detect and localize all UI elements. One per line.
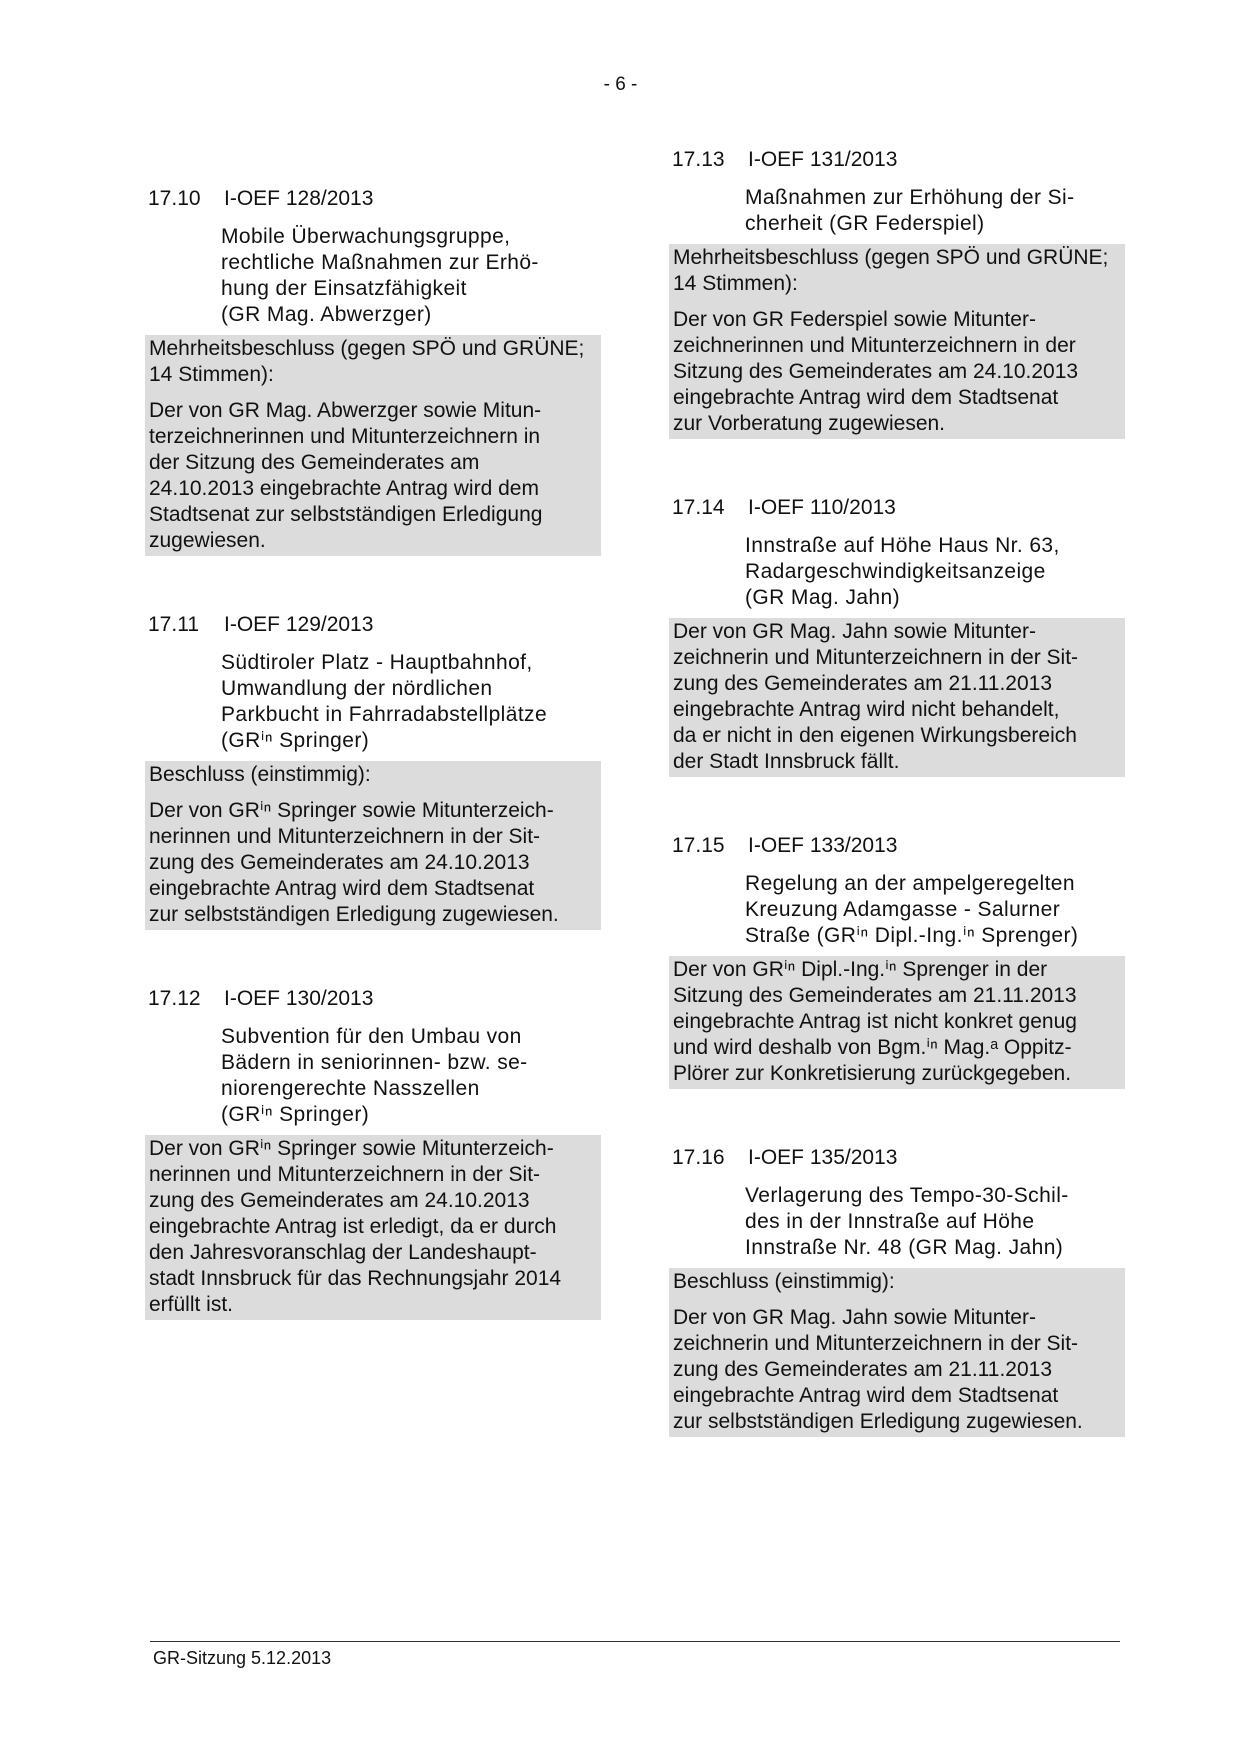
item-number: 17.13 [672, 148, 725, 171]
resolution-box [669, 1268, 1125, 1437]
resolution-box [145, 1135, 601, 1320]
item-title: Südtiroler Platz - Hauptbahnhof, Umwandlung der nördlichen Parkbucht in Fahrradabstellplätze (GRⁱⁿ Springer) [221, 651, 548, 752]
footer-text: GR-Sitzung 5.12.2013 [153, 1648, 332, 1668]
item-heading [669, 1145, 1125, 1171]
item-reference: I-OEF 110/2013 [748, 496, 896, 519]
agenda-item-17-14 [669, 495, 1125, 777]
footer-divider [150, 1641, 1120, 1642]
resolution-box [145, 761, 601, 930]
agenda-item-17-12 [145, 986, 601, 1320]
resolution-text: Der von GR Federspiel sowie Mitunter- zeichnerinnen und Mitunterzeichnern in der Sitzung des Gemeinderates am 24.10.2013 eingebrachte Antrag wird dem Stadtsenat zur Vorberatung zugewiesen. [673, 308, 1079, 435]
item-heading [669, 833, 1125, 859]
resolution-text: Der von GRⁱⁿ Dipl.-Ing.ⁱⁿ Sprenger in der Sitzung des Gemeinderates am 21.11.2013 eingebrachte Antrag ist nicht konkret genug und wird deshalb von Bgm.ⁱⁿ Mag.ᵃ Oppitz- Plörer zur Konkretisierung zurückgegeben. [673, 958, 1077, 1085]
item-reference: I-OEF 128/2013 [224, 187, 374, 210]
item-title: Innstraße auf Höhe Haus Nr. 63, Radargeschwindigkeitsanzeige (GR Mag. Jahn) [745, 534, 1060, 609]
item-heading [669, 147, 1125, 173]
item-reference: I-OEF 133/2013 [748, 834, 898, 857]
resolution-box [669, 618, 1125, 777]
item-reference: I-OEF 129/2013 [224, 613, 374, 636]
agenda-item-17-16 [669, 1145, 1125, 1437]
item-heading [145, 612, 601, 638]
item-number: 17.14 [672, 496, 725, 519]
item-heading [145, 186, 601, 212]
left-column [145, 186, 601, 1376]
item-number: 17.10 [148, 187, 201, 210]
resolution-box [669, 244, 1125, 439]
agenda-item-17-15 [669, 833, 1125, 1089]
item-reference: I-OEF 130/2013 [224, 987, 374, 1010]
page-number: - 6 - [603, 74, 638, 95]
resolution-text: Der von GRⁱⁿ Springer sowie Mitunterzeich- nerinnen und Mitunterzeichnern in der Sit- zung des Gemeinderates am 24.10.2013 eingebrachte Antrag ist erledigt, da er durch den Jahresvoranschlag der Landeshaupt- stadt Innsbruck für das Rechnungsjahr 2014 erfüllt ist. [149, 1137, 562, 1316]
item-title: Subvention für den Umbau von Bädern in seniorinnen- bzw. se- niorengerechte Nasszellen (GRⁱⁿ Springer) [221, 1025, 528, 1126]
item-number: 17.12 [148, 987, 201, 1010]
resolution-text: Der von GRⁱⁿ Springer sowie Mitunterzeich- nerinnen und Mitunterzeichnern in der Sit- zung des Gemeinderates am 24.10.2013 eingebrachte Antrag wird dem Stadtsenat zur selbstständigen Erledigung zugewiesen. [149, 799, 559, 926]
item-number: 17.16 [672, 1146, 725, 1169]
item-number: 17.11 [148, 613, 199, 636]
item-title: Verlagerung des Tempo-30-Schil- des in der Innstraße auf Höhe Innstraße Nr. 48 (GR Mag. Jahn) [745, 1184, 1069, 1259]
item-heading [145, 986, 601, 1012]
item-title: Mobile Überwachungsgruppe, rechtliche Maßnahmen zur Erhö- hung der Einsatzfähigkeit (GR Mag. Abwerzger) [221, 225, 539, 326]
resolution-text: Der von GR Mag. Jahn sowie Mitunter- zeichnerin und Mitunterzeichnern in der Sit- zung des Gemeinderates am 21.11.2013 eingebrachte Antrag wird nicht behandelt, da er nicht in den eigenen Wirkungsbereich der Stadt Innsbruck fällt. [673, 620, 1079, 773]
item-title: Regelung an der ampelgeregelten Kreuzung Adamgasse - Salurner Straße (GRⁱⁿ Dipl.-Ing.ⁱⁿ Sprenger) [745, 872, 1079, 947]
item-number: 17.15 [672, 834, 725, 857]
resolution-box [145, 335, 601, 556]
decision-label: Mehrheitsbeschluss (gegen SPÖ und GRÜNE; 14 Stimmen): [149, 337, 585, 386]
resolution-text: Der von GR Mag. Abwerzger sowie Mitun- terzeichnerinnen und Mitunterzeichnern in der Sitzung des Gemeinderates am 24.10.2013 eingebrachte Antrag wird dem Stadtsenat zur selbstständigen Erledigung zugewiesen. [149, 399, 543, 552]
agenda-item-17-10 [145, 186, 601, 556]
decision-label: Mehrheitsbeschluss (gegen SPÖ und GRÜNE; 14 Stimmen): [673, 246, 1109, 295]
agenda-item-17-11 [145, 612, 601, 930]
item-reference: I-OEF 131/2013 [748, 148, 898, 171]
resolution-text: Der von GR Mag. Jahn sowie Mitunter- zeichnerin und Mitunterzeichnern in der Sit- zung des Gemeinderates am 21.11.2013 eingebrachte Antrag wird dem Stadtsenat zur selbstständigen Erledigung zugewiesen. [673, 1306, 1083, 1433]
item-title: Maßnahmen zur Erhöhung der Si- cherheit (GR Federspiel) [745, 186, 1075, 235]
resolution-box [669, 956, 1125, 1089]
right-column [669, 147, 1125, 1493]
item-heading [669, 495, 1125, 521]
agenda-item-17-13 [669, 147, 1125, 439]
decision-label: Beschluss (einstimmig): [673, 1270, 895, 1293]
decision-label: Beschluss (einstimmig): [149, 763, 371, 786]
item-reference: I-OEF 135/2013 [748, 1146, 898, 1169]
